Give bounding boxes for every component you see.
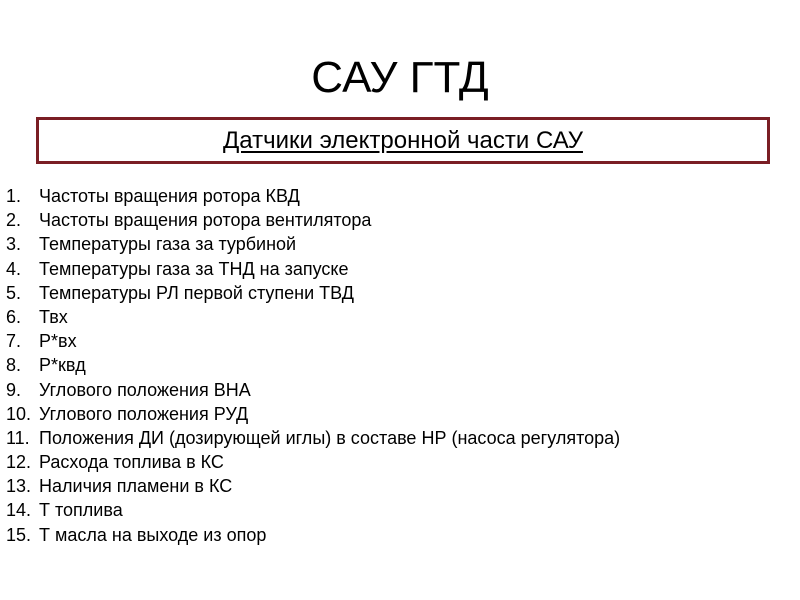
list-item [6,208,620,232]
list-item [6,353,620,377]
list-item-number: 11. [6,427,30,448]
list-item [6,257,620,281]
list-item-number: 8. [6,355,22,376]
list-item-number: 12. [6,452,32,473]
list-item-text: Температуры газа за турбиной [39,234,297,255]
list-item-number: 13. [6,476,32,497]
list-item-number: 7. [6,331,22,352]
list-item [6,232,620,256]
list-item-number: 14. [6,500,32,521]
list-item [6,378,620,402]
sensor-list [6,184,620,547]
list-item [6,329,620,353]
list-item-text: Частоты вращения ротора вентилятора [39,210,372,231]
list-item-text: Твх [39,306,68,327]
list-item-text: Р*вх [39,331,77,352]
list-item [6,281,620,305]
list-item [6,450,620,474]
list-item-number: 9. [6,379,22,400]
list-item-text: Т масла на выходе из опор [39,524,267,545]
list-item-text: Углового положения РУД [39,403,249,424]
subtitle-text: Датчики электронной части САУ [223,126,583,154]
list-item-text: Положения ДИ (дозирующей иглы) в составе НР (насоса регулятора) [39,427,621,448]
list-item-text: Частоты вращения ротора КВД [39,186,300,206]
list-item-number: 4. [6,258,22,279]
list-item-text: Расхода топлива в КС [39,452,224,473]
slide-title: САУ ГТД [311,53,489,102]
subtitle-box [36,117,770,164]
list-item-number: 5. [6,282,22,303]
list-item [6,523,620,547]
list-item-text: Т топлива [39,500,123,521]
list-item-text: Наличия пламени в КС [39,476,233,497]
list-item [6,498,620,522]
list-item-text: Температуры РЛ первой ступени ТВД [39,282,354,303]
list-item [6,184,620,208]
list-item-text: Углового положения ВНА [39,379,251,400]
list-item-text: Температуры газа за ТНД на запуске [39,258,349,279]
list-item [6,305,620,329]
list-item [6,426,620,450]
list-item-number: 2. [6,210,22,231]
list-item-number: 15. [6,524,32,545]
list-item-number: 6. [6,306,22,327]
list-item-text: Р*квд [39,355,86,376]
list-item [6,474,620,498]
list-item-number: 1. [6,186,22,206]
list-item-number: 3. [6,234,22,255]
list-item-number: 10. [6,403,32,424]
list-item [6,402,620,426]
